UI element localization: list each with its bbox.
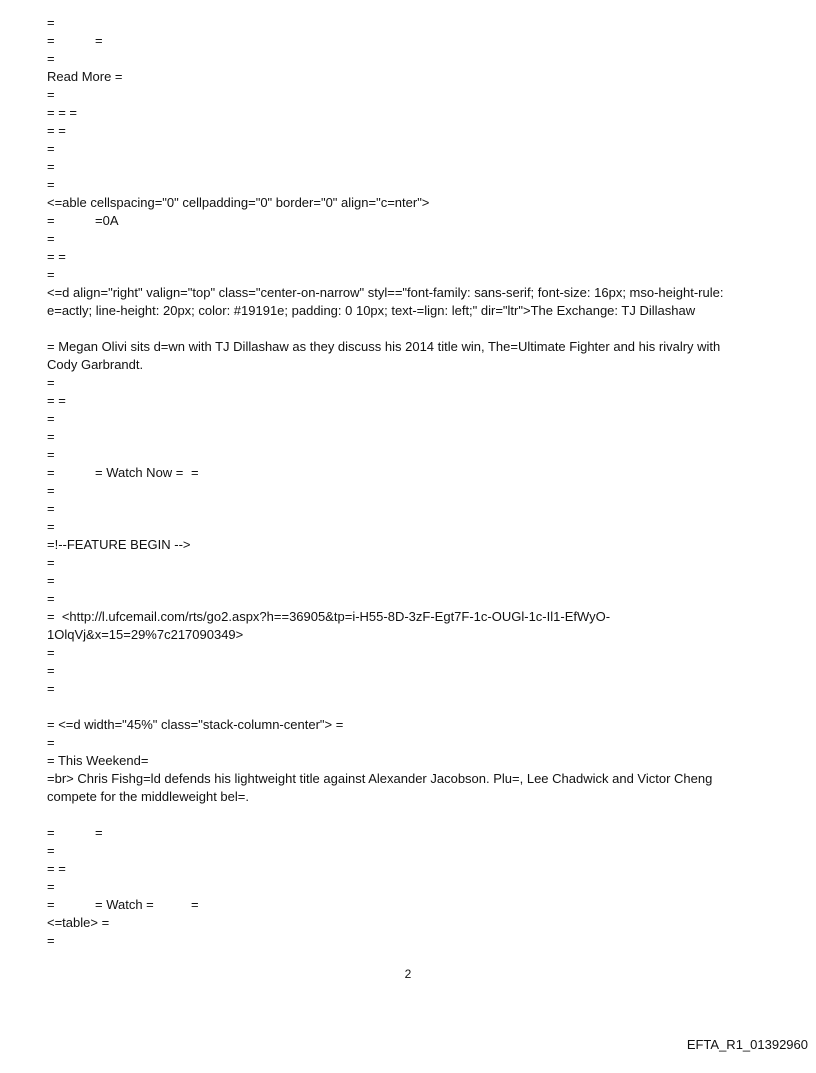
text-line: = <http://l.ufcemail.com/rts/go2.aspx?h==36905&tp=i-H55-8D-3zF-Egt7F-1c-OUGl-1c-Il1-EfWyO-	[47, 609, 611, 624]
text-line: <=table> =	[47, 915, 110, 930]
text-line: =	[47, 51, 55, 66]
text-line: compete for the middleweight bel=.	[47, 789, 249, 804]
text-line: = = Watch Now = =	[47, 465, 199, 480]
text-line: =	[47, 141, 55, 156]
document-body	[47, 14, 723, 950]
text-line: =	[47, 573, 55, 588]
text-line: = = Watch = =	[47, 897, 199, 912]
text-line: =!--FEATURE BEGIN -->	[47, 537, 191, 552]
text-line: =	[47, 681, 55, 696]
text-line: =	[47, 87, 55, 102]
text-line	[47, 698, 723, 716]
text-line: = =0A	[47, 213, 119, 228]
text-line: =	[47, 663, 55, 678]
text-line: = =	[47, 393, 66, 408]
text-line: =	[47, 483, 55, 498]
text-line: =	[47, 15, 55, 30]
text-line: <=d align="right" valign="top" class="center-on-narrow" styl=="font-family: sans-serif; font-size: 16px; mso-height-rule:	[47, 285, 724, 300]
text-line: =	[47, 519, 55, 534]
text-line: =	[47, 411, 55, 426]
text-line: =	[47, 447, 55, 462]
text-line: = =	[47, 249, 66, 264]
text-line: =	[47, 429, 55, 444]
text-line: =	[47, 501, 55, 516]
text-line: = = =	[47, 105, 77, 120]
text-line: =	[47, 933, 55, 948]
text-line: =	[47, 645, 55, 660]
text-line: = =	[47, 33, 103, 48]
text-line: =	[47, 555, 55, 570]
text-line: = This Weekend=	[47, 753, 149, 768]
text-line: = <=d width="45%" class="stack-column-center"> =	[47, 717, 344, 732]
text-line: =	[47, 735, 55, 750]
text-line: = =	[47, 123, 66, 138]
page-number: 2	[404, 967, 412, 981]
text-line: e=actly; line-height: 20px; color: #19191e; padding: 0 10px; text-=lign: left;" dir="ltr">The Exchange: TJ Dillashaw	[47, 303, 696, 318]
text-line: = Megan Olivi sits d=wn with TJ Dillashaw as they discuss his 2014 title win, The=Ultimate Fighter and his rivalry with	[47, 339, 721, 354]
text-line: =	[47, 879, 55, 894]
text-line: = =	[47, 861, 66, 876]
text-line: 1OlqVj&x=15=29%7c217090349>	[47, 627, 244, 642]
text-line: =	[47, 177, 55, 192]
text-line: <=able cellspacing="0" cellpadding="0" border="0" align="c=nter">	[47, 195, 430, 210]
text-line: Cody Garbrandt.	[47, 357, 144, 372]
text-line: Read More =	[47, 69, 123, 84]
text-line: =	[47, 591, 55, 606]
text-line	[47, 806, 723, 824]
text-line: =	[47, 843, 55, 858]
text-line: = =	[47, 825, 103, 840]
text-line: =	[47, 375, 55, 390]
text-line: =	[47, 267, 55, 282]
text-line: =	[47, 231, 55, 246]
document-id: EFTA_R1_01392960	[686, 1037, 808, 1052]
text-line: =	[47, 159, 55, 174]
text-line: =br> Chris Fishg=ld defends his lightweight title against Alexander Jacobson. Plu=, Lee Chadwick and Victor Cheng	[47, 771, 713, 786]
text-line	[47, 320, 723, 338]
